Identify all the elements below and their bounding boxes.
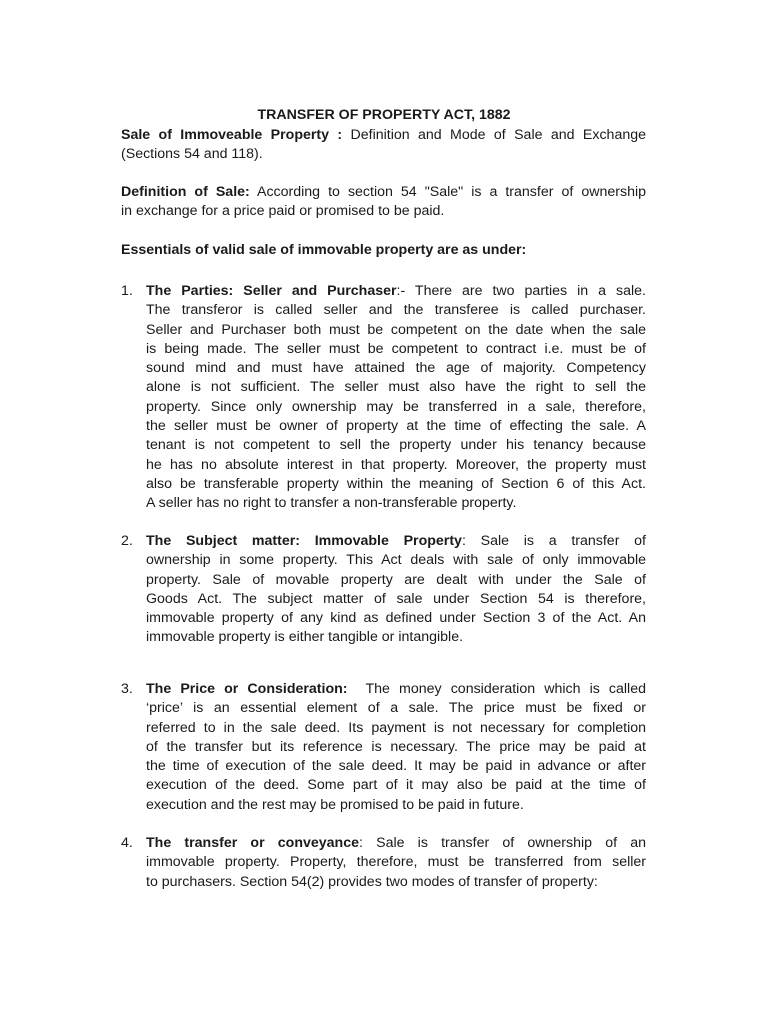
- definition-paragraph: [121, 183, 646, 222]
- subtitle-text-2: (Sections 54 and 118).: [121, 146, 263, 163]
- item-line: immovable property is either tangible or intangible.: [146, 629, 464, 646]
- item-line: also be transferable property within the meaning of Section 6 of this Act.: [146, 475, 646, 492]
- list-item: [121, 532, 646, 648]
- item-text: : Sale is a transfer of: [461, 533, 646, 549]
- item-line: referred to in the sale deed. Its payment is not necessary for completion: [146, 719, 646, 736]
- item-line: immovable property of any kind as defined under Section 3 of the Act. An: [146, 610, 646, 627]
- definition-bold: Definition of Sale:: [121, 184, 250, 200]
- definition-text-2: in exchange for a price paid or promised to be paid.: [121, 203, 445, 220]
- item-number: 4.: [121, 835, 133, 851]
- item-line: of the transfer but its reference is necessary. The price may be paid at: [146, 738, 646, 755]
- list-item: [121, 680, 646, 815]
- subtitle-bold: Sale of Immoveable Property :: [121, 127, 343, 143]
- item-number: 3.: [121, 681, 133, 697]
- item-number: 1.: [121, 283, 133, 299]
- item-heading: The transfer or conveyance: [146, 835, 359, 851]
- item-line: Seller and Purchaser both must be competent on the date when the sale: [146, 321, 646, 338]
- item-heading: The Subject matter: Immovable Property: [146, 533, 462, 549]
- item-line: to purchasers. Section 54(2) provides two modes of transfer of property:: [146, 873, 598, 890]
- item-text: :- There are two parties in a sale.: [396, 283, 646, 299]
- item-line: ‘price’ is an essential element of a sale. The price must be fixed or: [146, 700, 646, 717]
- item-line: property. Since only ownership may be transferred in a sale, therefore,: [146, 398, 646, 415]
- item-line: execution of the deed. Some part of it may also be paid at the time of: [146, 777, 646, 794]
- item-line: immovable property. Property, therefore, must be transferred from seller: [146, 854, 646, 871]
- item-line: Goods Act. The subject matter of sale under Section 54 is therefore,: [146, 590, 646, 607]
- item-heading: The Parties: Seller and Purchaser: [146, 283, 397, 299]
- subtitle-paragraph: [121, 126, 646, 165]
- item-line: property. Sale of movable property are dealt with under the Sale of: [146, 571, 646, 588]
- item-line: he has no absolute interest in that property. Moreover, the property must: [146, 456, 646, 473]
- item-line: ownership in some property. This Act deals with sale of only immovable: [146, 552, 646, 569]
- item-line: tenant is not competent to sell the property under his tenancy because: [146, 437, 646, 454]
- item-line: is being made. The seller must be competent to contract i.e. must be of: [146, 340, 646, 357]
- item-text: The money consideration which is called: [347, 681, 646, 697]
- item-line: the seller must be owner of property at the time of effecting the sale. A: [146, 418, 646, 435]
- item-line: execution and the rest may be promised to be paid in future.: [146, 796, 524, 813]
- item-line: sound mind and must have attained the age of majority. Competency: [146, 360, 646, 377]
- item-line: alone is not sufficient. The seller must also have the right to sell the: [146, 379, 646, 396]
- list-item: [121, 834, 646, 892]
- item-line: A seller has no right to transfer a non-transferable property.: [146, 495, 517, 512]
- definition-text: According to section 54 "Sale" is a transfer of ownership: [249, 184, 646, 200]
- subtitle-text: Definition and Mode of Sale and Exchange: [342, 127, 646, 143]
- item-line: the time of execution of the sale deed. It may be paid in advance or after: [146, 758, 646, 775]
- item-heading: The Price or Consideration:: [146, 681, 348, 697]
- document-title: TRANSFER OF PROPERTY ACT, 1882: [257, 107, 511, 123]
- essentials-heading: Essentials of valid sale of immovable property are as under:: [121, 242, 527, 258]
- item-text: : Sale is transfer of ownership of an: [359, 835, 647, 851]
- item-line: The transferor is called seller and the transferee is called purchaser.: [146, 302, 646, 319]
- list-item: [121, 282, 646, 514]
- item-number: 2.: [121, 533, 133, 549]
